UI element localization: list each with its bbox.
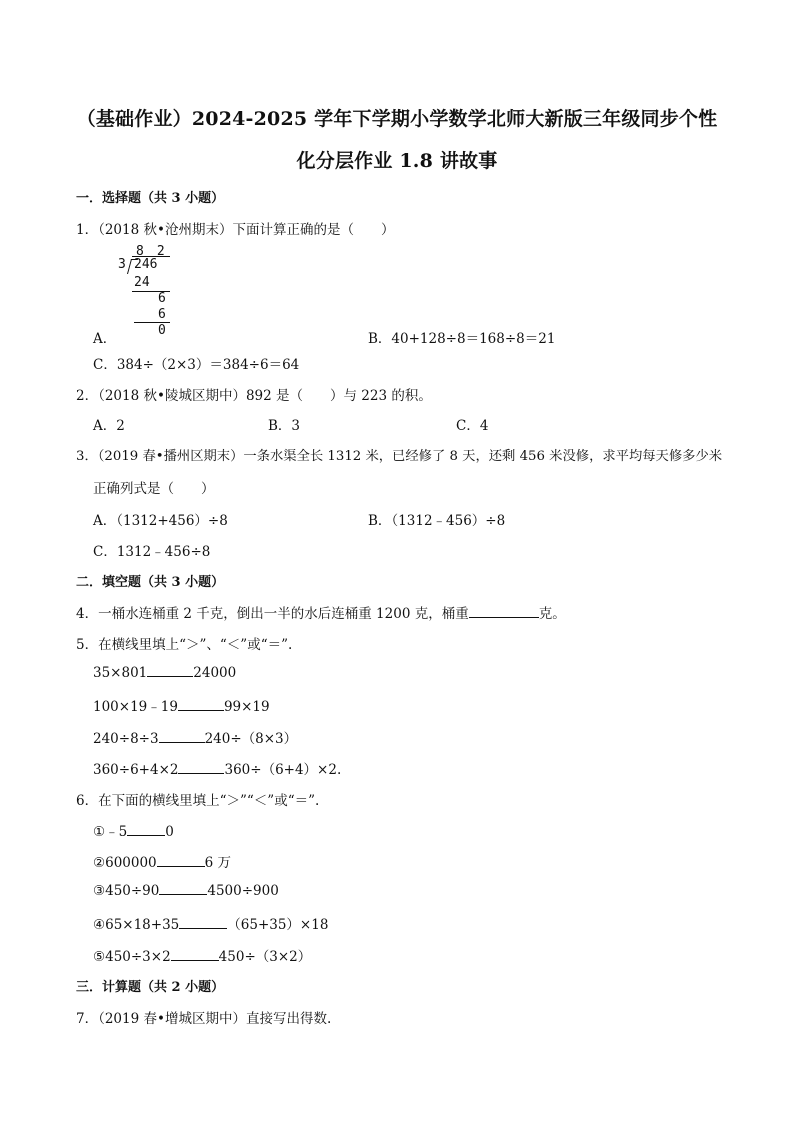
- compare-right: 0: [165, 824, 174, 840]
- answer-blank[interactable]: [159, 730, 205, 743]
- division-remainder: 0: [158, 323, 166, 338]
- answer-blank[interactable]: [469, 605, 539, 618]
- question-1-stem: 1．（2018 秋•沧州期末）下面计算正确的是（ ）: [76, 222, 395, 238]
- question-5-item-2: [93, 695, 270, 715]
- question-6-item-5: [93, 945, 311, 965]
- question-1-option-c: C．384÷（2×3）＝384÷6＝64: [93, 357, 300, 373]
- answer-blank[interactable]: [179, 916, 227, 929]
- question-3-option-b: B．（1312﹣456）÷8: [368, 513, 506, 529]
- question-1-option-a: A．: [93, 331, 117, 347]
- question-5-stem: 5．在横线里填上“＞”、“＜”或“＝”.: [76, 637, 293, 653]
- answer-blank[interactable]: [157, 854, 205, 867]
- question-4: [76, 602, 566, 622]
- question-3-option-a: A．（1312+456）÷8: [93, 513, 228, 529]
- question-2-option-b: B．3: [268, 418, 301, 434]
- question-6-item-2: [93, 851, 231, 871]
- division-step-3: 6: [158, 307, 166, 322]
- question-3-stem-continued: 正确列式是（ ）: [93, 481, 215, 497]
- answer-blank[interactable]: [178, 761, 224, 774]
- document-title-line1: （基础作业）2024-2025 学年下学期小学数学北师大新版三年级同步个性: [76, 108, 718, 130]
- compare-left: ③450÷90: [93, 883, 160, 899]
- division-divisor: 3: [118, 257, 126, 272]
- answer-blank[interactable]: [127, 823, 165, 836]
- compare-left: 100×19﹣19: [93, 699, 178, 715]
- question-5-item-4: [93, 758, 341, 778]
- compare-right: 24000: [193, 665, 237, 681]
- question-6-stem: 6．在下面的横线里填上“＞”“＜”或“＝”.: [76, 793, 320, 809]
- answer-blank[interactable]: [147, 664, 193, 677]
- compare-right: 99×19: [223, 699, 270, 715]
- compare-left: ①﹣5: [93, 824, 128, 840]
- question-6-item-3: [93, 882, 279, 899]
- question-2-option-a: A．2: [93, 418, 125, 434]
- question-2-option-c: C．4: [456, 418, 489, 434]
- question-2-stem: 2．（2018 秋•陵城区期中）892 是（ ）与 223 的积。: [76, 388, 432, 404]
- compare-right: 4500÷900: [207, 883, 279, 899]
- compare-right: （65+35）×18: [227, 917, 329, 933]
- compare-right: 240÷（8×3）: [204, 731, 298, 747]
- question-7-stem: 7．（2019 春•增城区期中）直接写出得数.: [76, 1011, 332, 1027]
- compare-left: ④65×18+35: [93, 917, 180, 933]
- question-5-item-3: [93, 727, 297, 747]
- division-quotient: 8 2: [136, 244, 165, 259]
- answer-blank[interactable]: [178, 698, 224, 711]
- question-4-unit: 克。: [538, 606, 566, 622]
- compare-left: ②600000: [93, 855, 157, 871]
- division-step-1: 24: [134, 275, 150, 290]
- division-dividend: 246: [134, 257, 158, 272]
- question-4-text: 4．一桶水连桶重 2 千克，倒出一半的水后连桶重 1200 克，桶重: [76, 606, 469, 622]
- compare-left: 240÷8÷3: [93, 731, 159, 747]
- division-step-2: 6: [158, 291, 166, 306]
- compare-right: 6 万: [204, 855, 232, 871]
- compare-left: 360÷6+4×2: [93, 762, 179, 778]
- answer-blank[interactable]: [171, 948, 219, 961]
- compare-left: 35×801: [93, 665, 148, 681]
- question-3-option-c: C．1312﹣456÷8: [93, 544, 211, 560]
- section-heading-choice: 一．选择题（共 3 小题）: [76, 191, 225, 206]
- question-1-option-b: B．40+128÷8＝168÷8＝21: [368, 331, 556, 347]
- answer-blank[interactable]: [159, 882, 207, 895]
- compare-left: ⑤450÷3×2: [93, 949, 171, 965]
- section-heading-calculation: 三．计算题（共 2 小题）: [76, 980, 225, 995]
- section-heading-fill-blank: 二．填空题（共 3 小题）: [76, 575, 225, 590]
- compare-right: 450÷（3×2）: [218, 949, 312, 965]
- question-3-stem: 3．（2019 春•播州区期末）一条水渠全长 1312 米，已经修了 8 天，还剩 456 米没修，求平均每天修多少米: [76, 449, 723, 464]
- question-6-item-1: [93, 820, 174, 840]
- document-title-line2: 化分层作业 1.8 讲故事: [296, 150, 498, 172]
- question-5-item-1: [93, 664, 236, 681]
- compare-right: 360÷（6+4）×2.: [224, 762, 342, 778]
- question-6-item-4: [93, 913, 328, 933]
- long-division-figure: [118, 240, 178, 340]
